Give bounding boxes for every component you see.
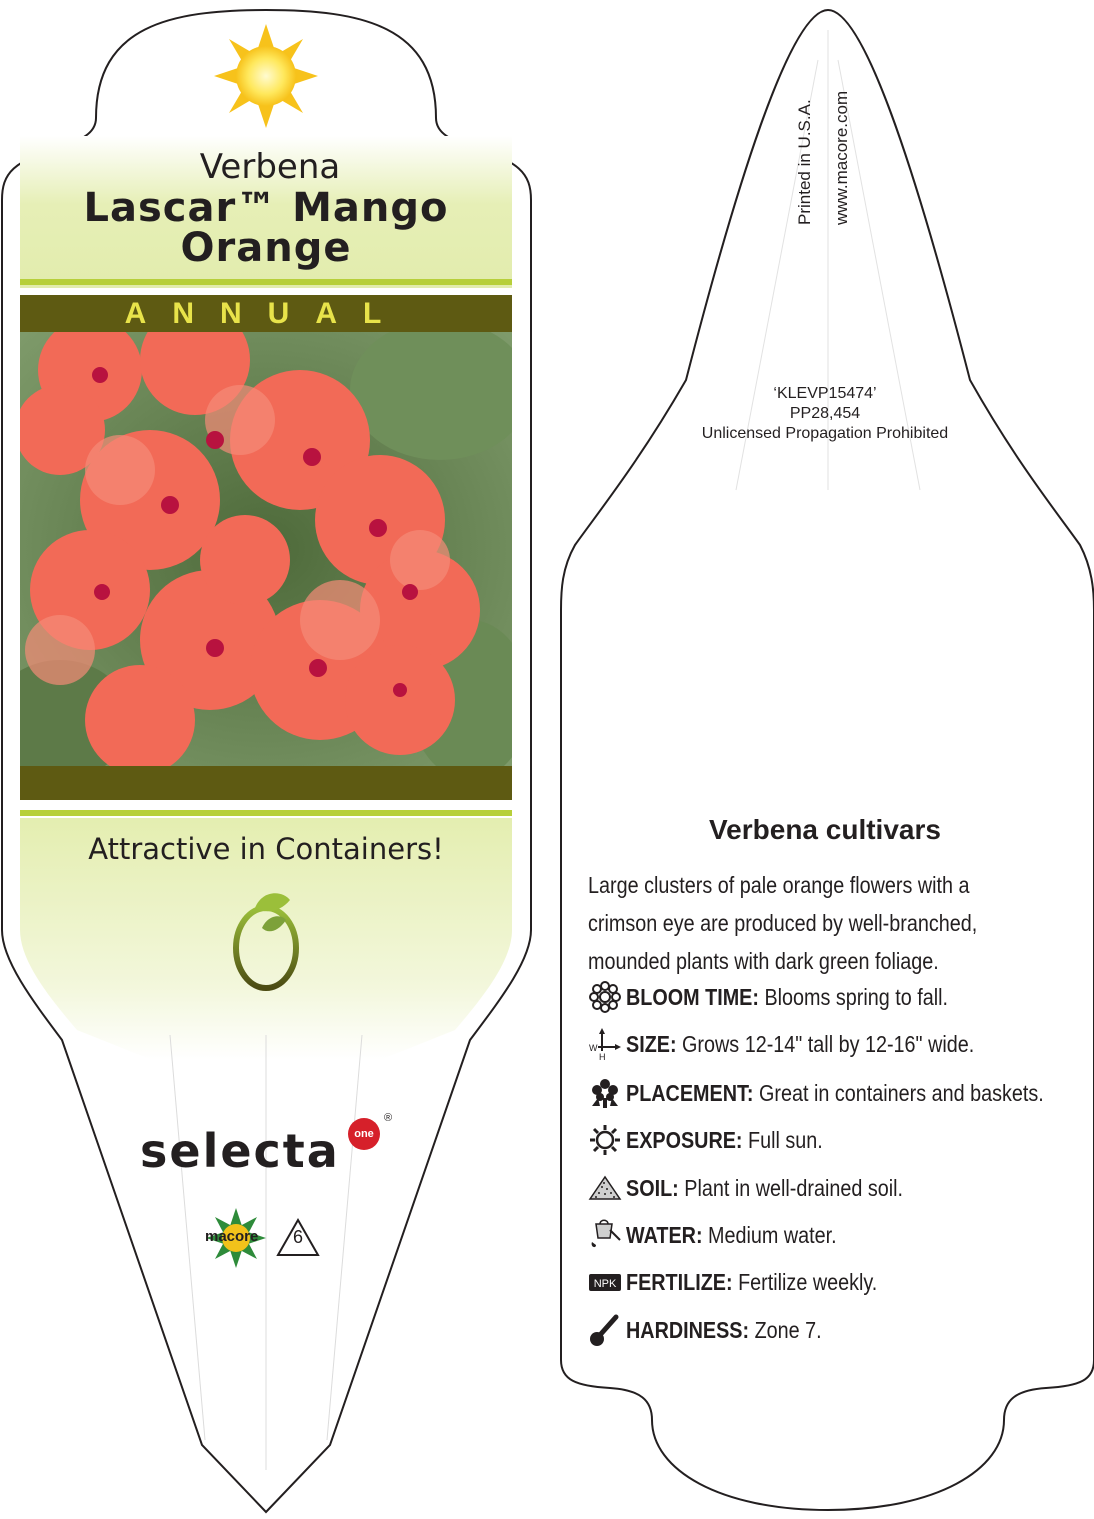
attribute-value: Great in containers and baskets. [753, 1079, 1044, 1106]
description [588, 866, 1035, 980]
propagation-notice: Unlicensed Propagation Prohibited [701, 425, 949, 442]
npk-icon [588, 1265, 622, 1299]
description-line: Large clusters of pale orange flowers with a [588, 872, 970, 898]
size-icon-h: H [599, 1052, 606, 1061]
variety-code: ‘KLEVP15474’ [773, 385, 877, 402]
brand-badge: one [348, 1118, 380, 1150]
recycle-code: 6 [292, 1227, 303, 1247]
attribute-label: BLOOM TIME: [626, 983, 759, 1010]
plant-type-band: ANNUAL [124, 297, 408, 330]
attribute-value: Medium water. [702, 1221, 837, 1248]
genus-name: Verbena [199, 147, 341, 187]
attribute-bloom-time [588, 977, 1000, 1017]
size-icon-w: W [589, 1043, 598, 1053]
attribute-size [588, 1024, 1031, 1064]
thermometer-icon [588, 1313, 622, 1347]
attribute-label: FERTILIZE: [626, 1268, 733, 1295]
brand-wordmark: selecta [140, 1124, 340, 1178]
description-line: mounded plants with dark green foliage. [588, 948, 939, 974]
description-line: crimson eye are produced by well-branched, [588, 910, 978, 936]
attribute-exposure [588, 1120, 855, 1160]
tagline: Attractive in Containers! [88, 832, 444, 866]
attribute-value: Blooms spring to fall. [758, 983, 949, 1010]
cultivar-name [20, 185, 512, 271]
attribute-label: PLACEMENT: [626, 1079, 754, 1106]
description-heading: Verbena cultivars [709, 814, 941, 845]
attribute-hardiness [588, 1310, 854, 1350]
watering-can-icon [588, 1218, 622, 1252]
attribute-value: Grows 12-14" tall by 12-16" wide. [676, 1030, 975, 1057]
attribute-value: Fertilize weekly. [732, 1268, 878, 1295]
soil-icon [588, 1171, 622, 1205]
flower-icon [588, 980, 622, 1014]
placement-icon [588, 1076, 622, 1110]
website: www.macore.com [832, 90, 851, 225]
cultivar-line-1: Lascar™ Mango [83, 185, 449, 231]
cultivar-line-2: Orange [180, 225, 352, 271]
printed-in: Printed in U.S.A. [795, 99, 814, 225]
attribute-fertilize [588, 1262, 918, 1302]
attribute-placement [588, 1073, 1094, 1113]
flower-photo [0, 305, 530, 780]
patent-number: PP28,454 [789, 405, 861, 422]
attribute-value: Plant in well-drained soil. [678, 1174, 904, 1201]
attribute-label: HARDINESS: [626, 1316, 750, 1343]
full-sun-icon [214, 24, 318, 128]
attribute-label: EXPOSURE: [626, 1126, 743, 1153]
macore-label: macore [205, 1228, 259, 1245]
attribute-label: SOIL: [626, 1174, 679, 1201]
registered-mark: ® [384, 1112, 393, 1124]
attribute-value: Zone 7. [749, 1316, 822, 1343]
npk-icon-text: NPK [593, 1278, 617, 1290]
attribute-label: WATER: [626, 1221, 703, 1248]
attribute-soil [588, 1168, 948, 1208]
attribute-label: SIZE: [626, 1030, 677, 1057]
size-icon [588, 1027, 622, 1061]
patent-info [620, 384, 1030, 444]
attribute-water [588, 1215, 871, 1255]
sun-icon [588, 1123, 622, 1157]
attribute-value: Full sun. [742, 1126, 823, 1153]
